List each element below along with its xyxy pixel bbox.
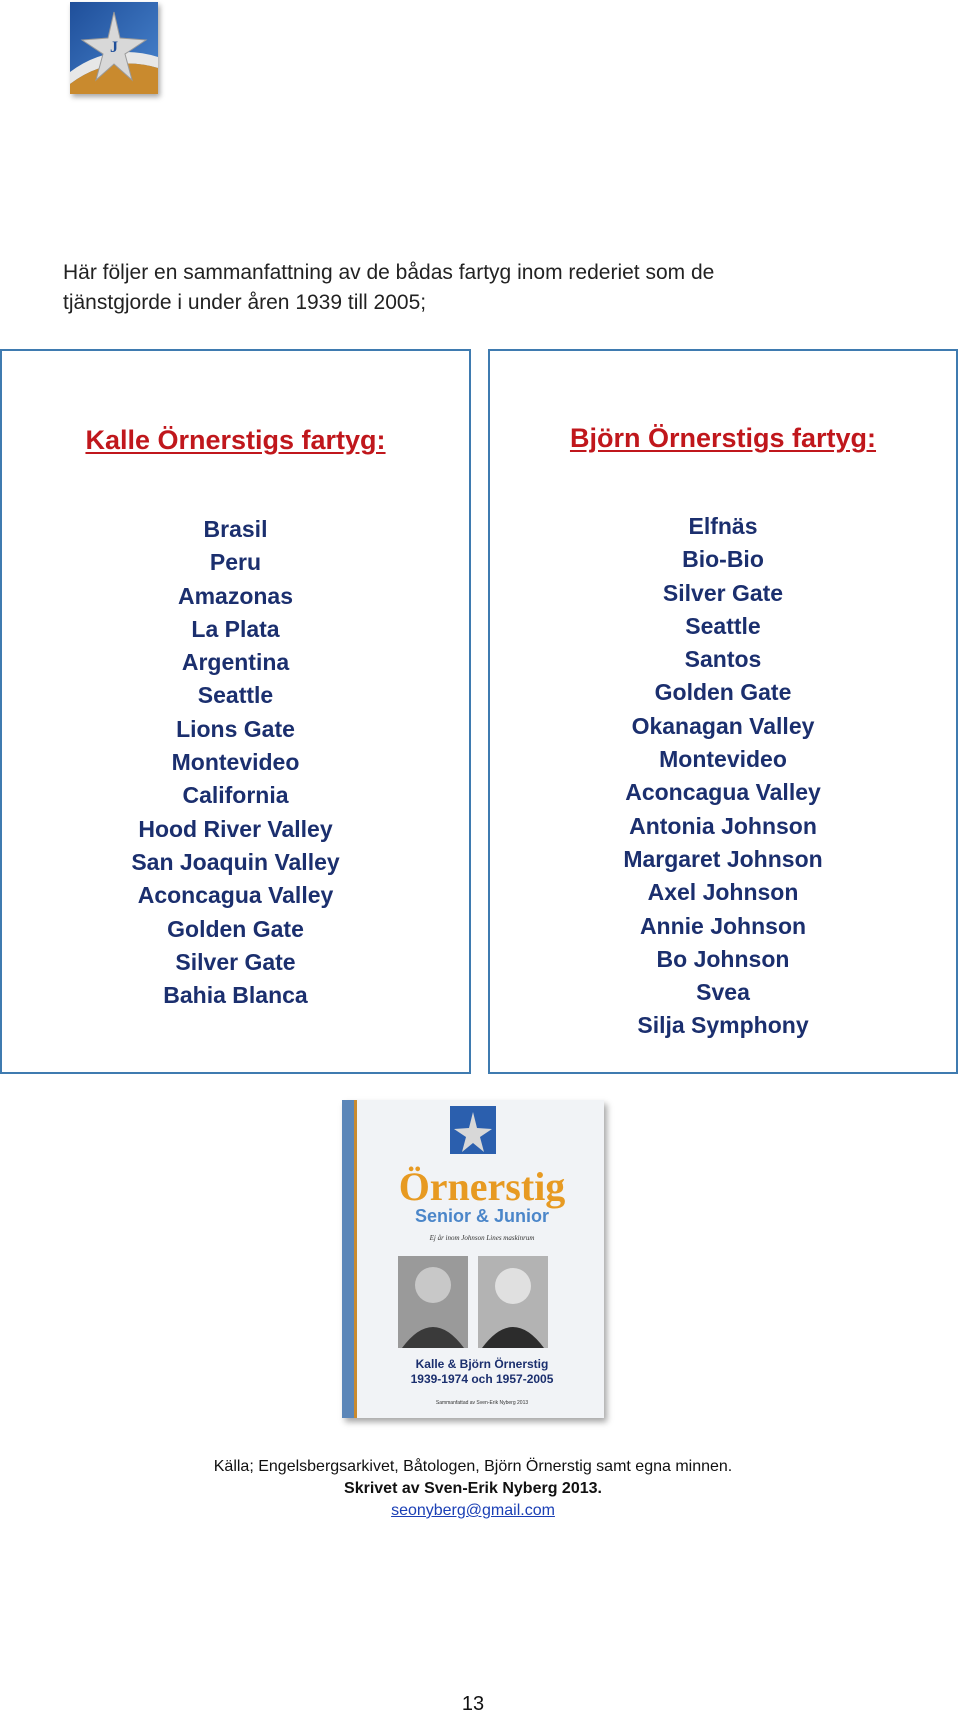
- ship-name: Annie Johnson: [639, 912, 807, 939]
- book-names: Kalle & Björn Örnerstig: [415, 1357, 549, 1371]
- ship-name: Golden Gate: [654, 679, 792, 706]
- company-logo: [70, 2, 158, 94]
- ship-name: Amazonas: [177, 582, 294, 609]
- kalle-ships-title: Kalle Örnerstigs fartyg:: [85, 425, 386, 455]
- book-title: Örnerstig: [398, 1164, 566, 1209]
- ship-name: Santos: [684, 646, 762, 673]
- bjorn-ships-box: [488, 349, 958, 1074]
- ship-name: Seattle: [685, 612, 761, 639]
- ship-name: Svea: [696, 979, 750, 1006]
- intro-line-1: Här följer en sammanfattning av de bådas fartyg inom rederiet som de: [63, 261, 715, 284]
- bjorn-ships-title: Björn Örnerstigs fartyg:: [569, 423, 877, 453]
- ship-name: Seattle: [197, 682, 274, 709]
- book-tagline: Ej år inom Johnson Lines maskinrum: [429, 1234, 535, 1242]
- kalle-ship-list: [2, 513, 469, 1012]
- book-footer: Sammanfattad av Sven-Erik Nyberg 2013: [435, 1400, 529, 1406]
- book-cover-icon: [342, 1100, 604, 1418]
- ship-name: Silver Gate: [175, 948, 296, 975]
- ship-name: Silver Gate: [662, 579, 784, 606]
- ship-name: Bahia Blanca: [163, 982, 308, 1009]
- book-years: 1939-1974 och 1957-2005: [410, 1372, 554, 1386]
- ship-name: La Plata: [191, 615, 280, 642]
- ship-name: Margaret Johnson: [623, 845, 823, 872]
- ship-name: Montevideo: [171, 749, 300, 776]
- ship-name: Bo Johnson: [656, 945, 790, 972]
- ship-name: Hood River Valley: [138, 815, 333, 842]
- ship-name: Peru: [209, 549, 262, 576]
- kalle-ships-box: [0, 349, 471, 1074]
- ship-name: Bio-Bio: [682, 546, 764, 573]
- book-subtitle: Senior & Junior: [414, 1206, 550, 1226]
- ship-name: Argentina: [181, 649, 290, 676]
- bjorn-ship-list: [490, 510, 956, 1043]
- book-cover: [342, 1100, 604, 1418]
- ship-name: Okanagan Valley: [631, 712, 815, 739]
- svg-text:J: J: [110, 39, 118, 56]
- source-line: Källa; Engelsbergsarkivet, Båtologen, Björn Örnerstig samt egna minnen.: [213, 1458, 733, 1475]
- ship-name: Antonia Johnson: [629, 812, 817, 839]
- star-logo-icon: [70, 2, 158, 94]
- ship-name: Montevideo: [659, 746, 787, 773]
- intro-paragraph: [63, 258, 883, 318]
- ship-name: Aconcagua Valley: [625, 779, 821, 806]
- ship-name: San Joaquin Valley: [131, 848, 340, 875]
- source-credits: [0, 1456, 946, 1522]
- email-link[interactable]: seonyberg@gmail.com: [391, 1502, 555, 1519]
- ship-name: Elfnäs: [688, 513, 758, 539]
- ship-name: Lions Gate: [176, 715, 295, 742]
- ship-name: Golden Gate: [167, 915, 304, 942]
- ship-name: California: [182, 782, 289, 809]
- ship-name: Brasil: [203, 516, 268, 542]
- ship-name: Axel Johnson: [647, 879, 799, 906]
- page-number: 13: [461, 1693, 485, 1715]
- ship-name: Silja Symphony: [637, 1012, 809, 1039]
- author-line: Skrivet av Sven-Erik Nyberg 2013.: [344, 1480, 602, 1497]
- ship-name: Aconcagua Valley: [137, 882, 334, 909]
- intro-line-2: tjänstgjorde i under åren 1939 till 2005;: [63, 291, 427, 314]
